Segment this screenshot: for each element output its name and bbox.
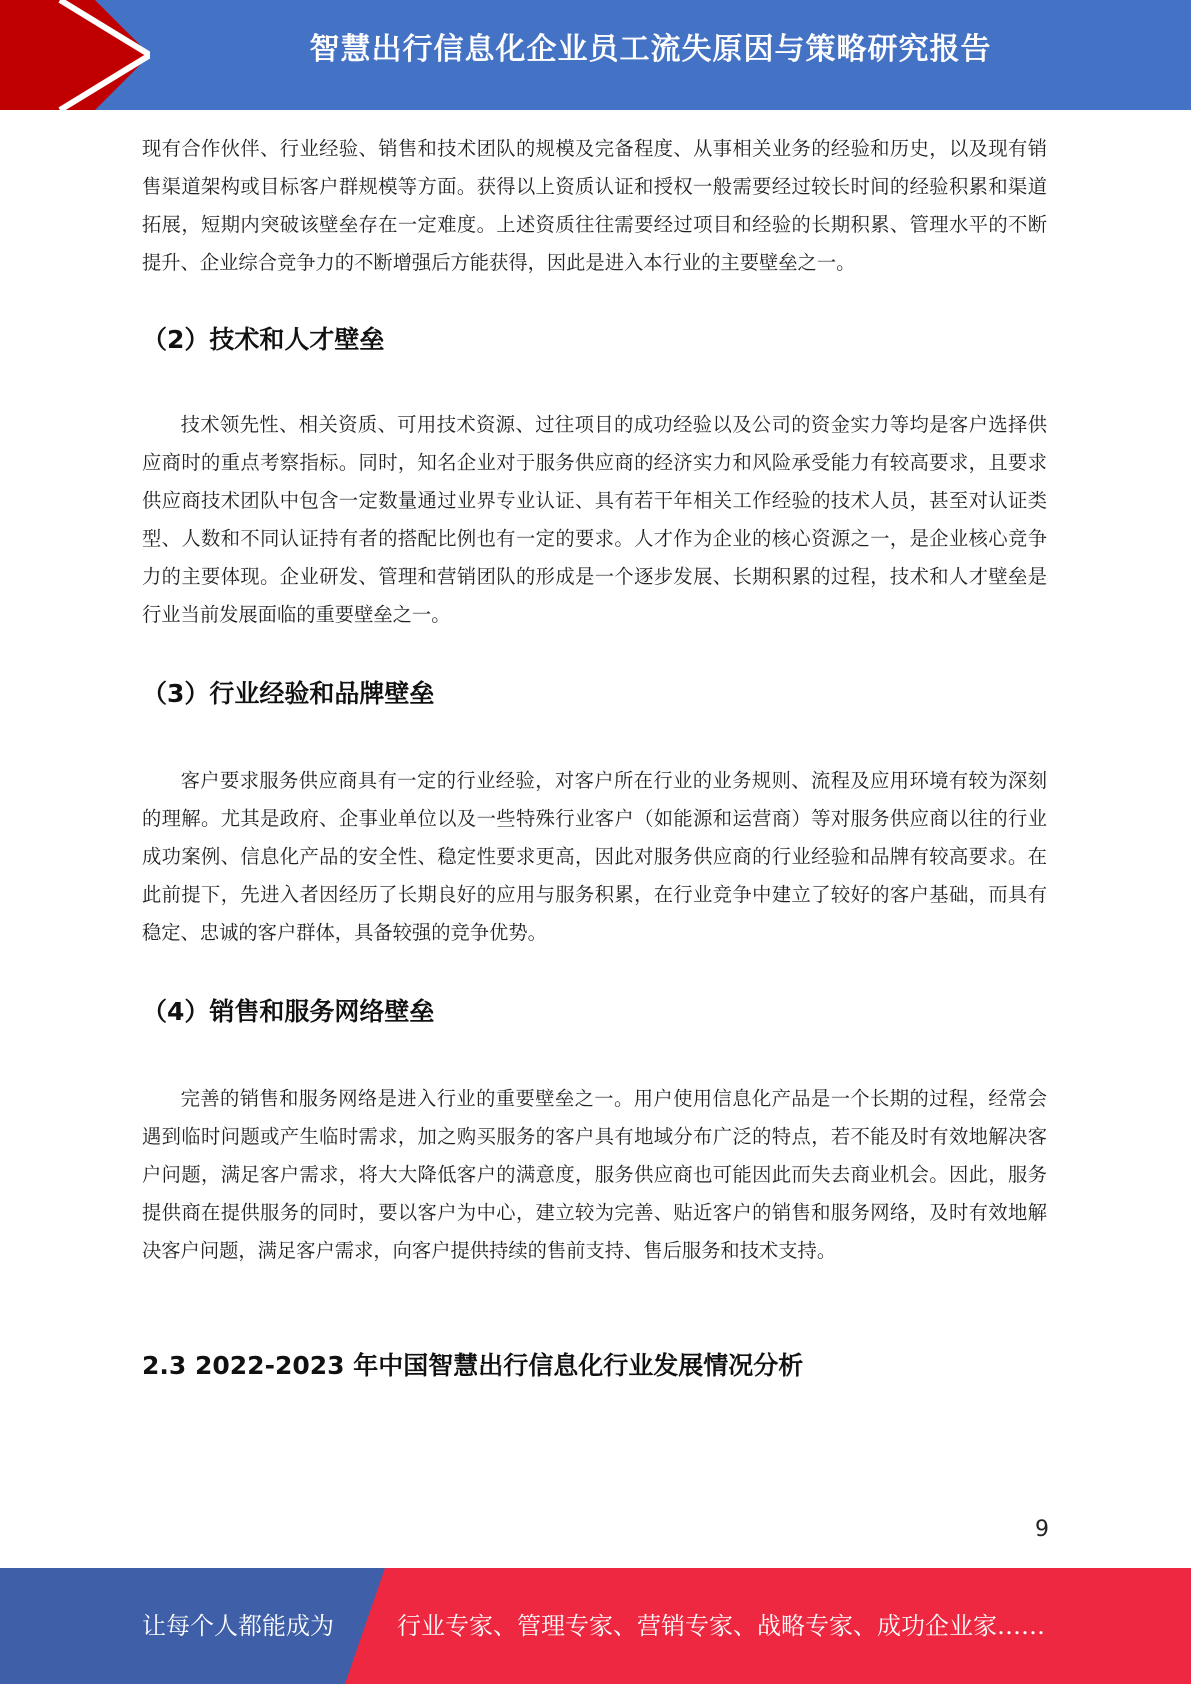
- paragraph-sales-service-barrier: 完善的销售和服务网络是进入行业的重要壁垒之一。用户使用信息化产品是一个长期的过程，经常会遇到临时问题或产生临时需求，加之购买服务的客户具有地域分布广泛的特点，若不能及时有效地解决客户问题，满足客户需求，将大大降低客户的满意度，服务供应商也可能因此而失去商业机会。因此，服务提供商在提供服务的同时，要以客户为中心，建立较为完善、贴近客户的销售和服务网络，及时有效地解决客户问题，满足客户需求，向客户提供持续的售前支持、售后服务和技术支持。: [142, 1087, 1047, 1262]
- heading-tech-talent-barrier: （2）技术和人才壁垒: [142, 325, 385, 354]
- report-title: 智慧出行信息化企业员工流失原因与策略研究报告: [309, 32, 992, 67]
- page-header: [0, 0, 1191, 110]
- section-heading-2-3: 2.3 2022-2023 年中国智慧出行信息化行业发展情况分析: [142, 1351, 804, 1380]
- paragraph-experience-brand-barrier: 客户要求服务供应商具有一定的行业经验，对客户所在行业的业务规则、流程及应用环境有较为深刻的理解。尤其是政府、企事业单位以及一些特殊行业客户（如能源和运营商）等对服务供应商以往的行业成功案例、信息化产品的安全性、稳定性要求更高，因此对服务供应商的行业经验和品牌有较高要求。在此前提下，先进入者因经历了长期良好的应用与服务积累，在行业竞争中建立了较好的客户基础，而具有稳定、忠诚的客户群体，具备较强的竞争优势。: [142, 769, 1047, 944]
- page-number: 9: [1035, 1517, 1049, 1542]
- heading-experience-brand-barrier: （3）行业经验和品牌壁垒: [142, 679, 435, 708]
- header-chevron-decoration: [0, 0, 150, 110]
- paragraph-tech-talent-barrier: 技术领先性、相关资质、可用技术资源、过往项目的成功经验以及公司的资金实力等均是客户选择供应商时的重点考察指标。同时，知名企业对于服务供应商的经济实力和风险承受能力有较高要求，且要求供应商技术团队中包含一定数量通过业界专业认证、具有若干年相关工作经验的技术人员，甚至对认证类型、人数和不同认证持有者的搭配比例也有一定的要求。人才作为企业的核心资源之一，是企业核心竞争力的主要体现。企业研发、管理和营销团队的形成是一个逐步发展、长期积累的过程，技术和人才壁垒是行业当前发展面临的重要壁垒之一。: [142, 413, 1047, 626]
- footer-slogan-left: 让每个人都能成为: [142, 1612, 334, 1640]
- document-body: [142, 130, 1047, 1384]
- intro-paragraph: 现有合作伙伴、行业经验、销售和技术团队的规模及完备程度、从事相关业务的经验和历史，以及现有销售渠道架构或目标客户群规模等方面。获得以上资质认证和授权一般需要经过较长时间的经验积累和渠道拓展，短期内突破该壁垒存在一定难度。上述资质往往需要经过项目和经验的长期积累、管理水平的不断提升、企业综合竞争力的不断增强后方能获得，因此是进入本行业的主要壁垒之一。: [142, 137, 1047, 274]
- footer-slogan-right: 行业专家、管理专家、营销专家、战略专家、成功企业家……: [397, 1612, 1045, 1640]
- heading-sales-service-barrier: （4）销售和服务网络壁垒: [142, 997, 435, 1026]
- page-footer: [0, 1568, 1191, 1684]
